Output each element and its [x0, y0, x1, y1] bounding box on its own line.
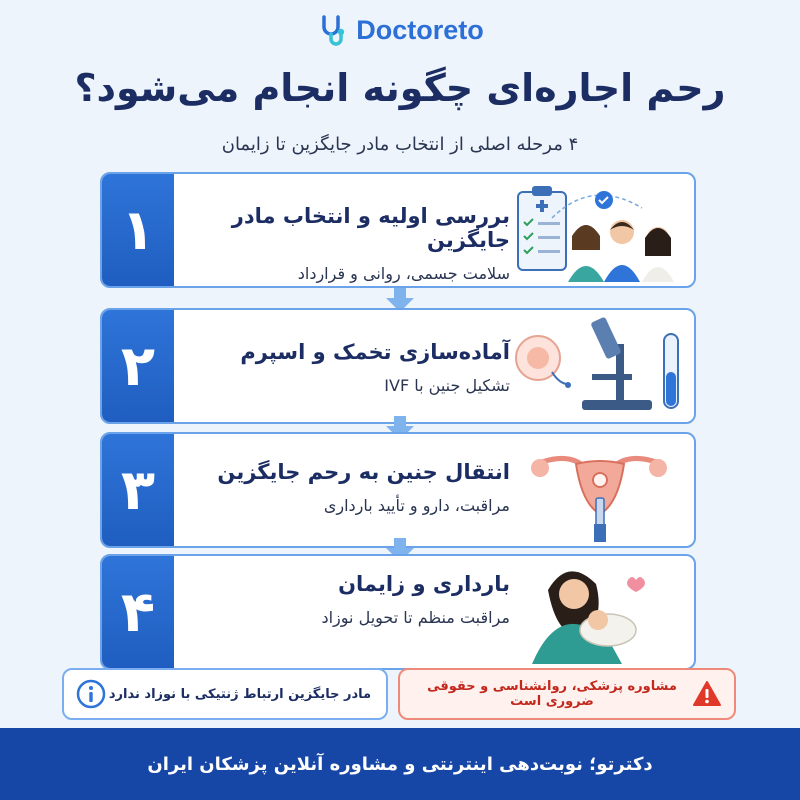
- step-title-2: آماده‌سازی تخمک و اسپرم: [240, 340, 510, 364]
- info-note: [62, 668, 388, 720]
- step-title-3: انتقال جنین به رحم جایگزین: [217, 460, 510, 484]
- microscope-lab-icon: [512, 314, 686, 418]
- page-title: رحم اجاره‌ای چگونه انجام می‌شود؟: [74, 66, 726, 110]
- brand-name: Doctoreto: [356, 14, 484, 45]
- candidates-checklist-icon: [512, 178, 686, 282]
- mother-baby-icon: [512, 560, 686, 664]
- info-icon: [76, 679, 106, 709]
- step-title-4: بارداری و زایمان: [338, 572, 510, 596]
- page-subtitle: ۴ مرحله اصلی از انتخاب مادر جایگزین تا زایمان: [221, 134, 579, 155]
- step-subtitle-1: سلامت جسمی، روانی و قرارداد: [297, 264, 510, 283]
- step-number-3: ۳: [102, 434, 174, 546]
- brand-logo: [0, 8, 800, 52]
- warning-note-text: مشاوره پزشکی، روانشناسی و حقوقی ضروری است: [427, 679, 677, 709]
- step-text-2: [180, 340, 510, 395]
- warning-note: [398, 668, 736, 720]
- step-subtitle-2: تشکیل جنین با IVF: [384, 376, 510, 395]
- step-number-2: ۲: [102, 310, 174, 422]
- warning-icon: [692, 680, 722, 708]
- step-subtitle-4: مراقبت منظم تا تحویل نوزاد: [321, 608, 510, 627]
- step-number-1: ۱: [102, 174, 174, 286]
- stethoscope-logo-icon: [316, 13, 350, 47]
- uterus-transfer-icon: [512, 438, 686, 542]
- footer-banner: دکترتو؛ نوبت‌دهی اینترنتی و مشاوره آنلاین پزشکان ایران: [0, 728, 800, 800]
- step-text-3: [180, 460, 510, 515]
- step-number-4: ۴: [102, 556, 174, 668]
- info-note-text: مادر جایگزین ارتباط ژنتیکی با نوزاد ندارد: [108, 686, 372, 702]
- step-text-1: [180, 204, 510, 283]
- step-subtitle-3: مراقبت، دارو و تأیید بارداری: [323, 496, 510, 515]
- step-title-1: بررسی اولیه و انتخاب مادر جایگزین: [231, 204, 510, 252]
- step-text-4: [180, 572, 510, 627]
